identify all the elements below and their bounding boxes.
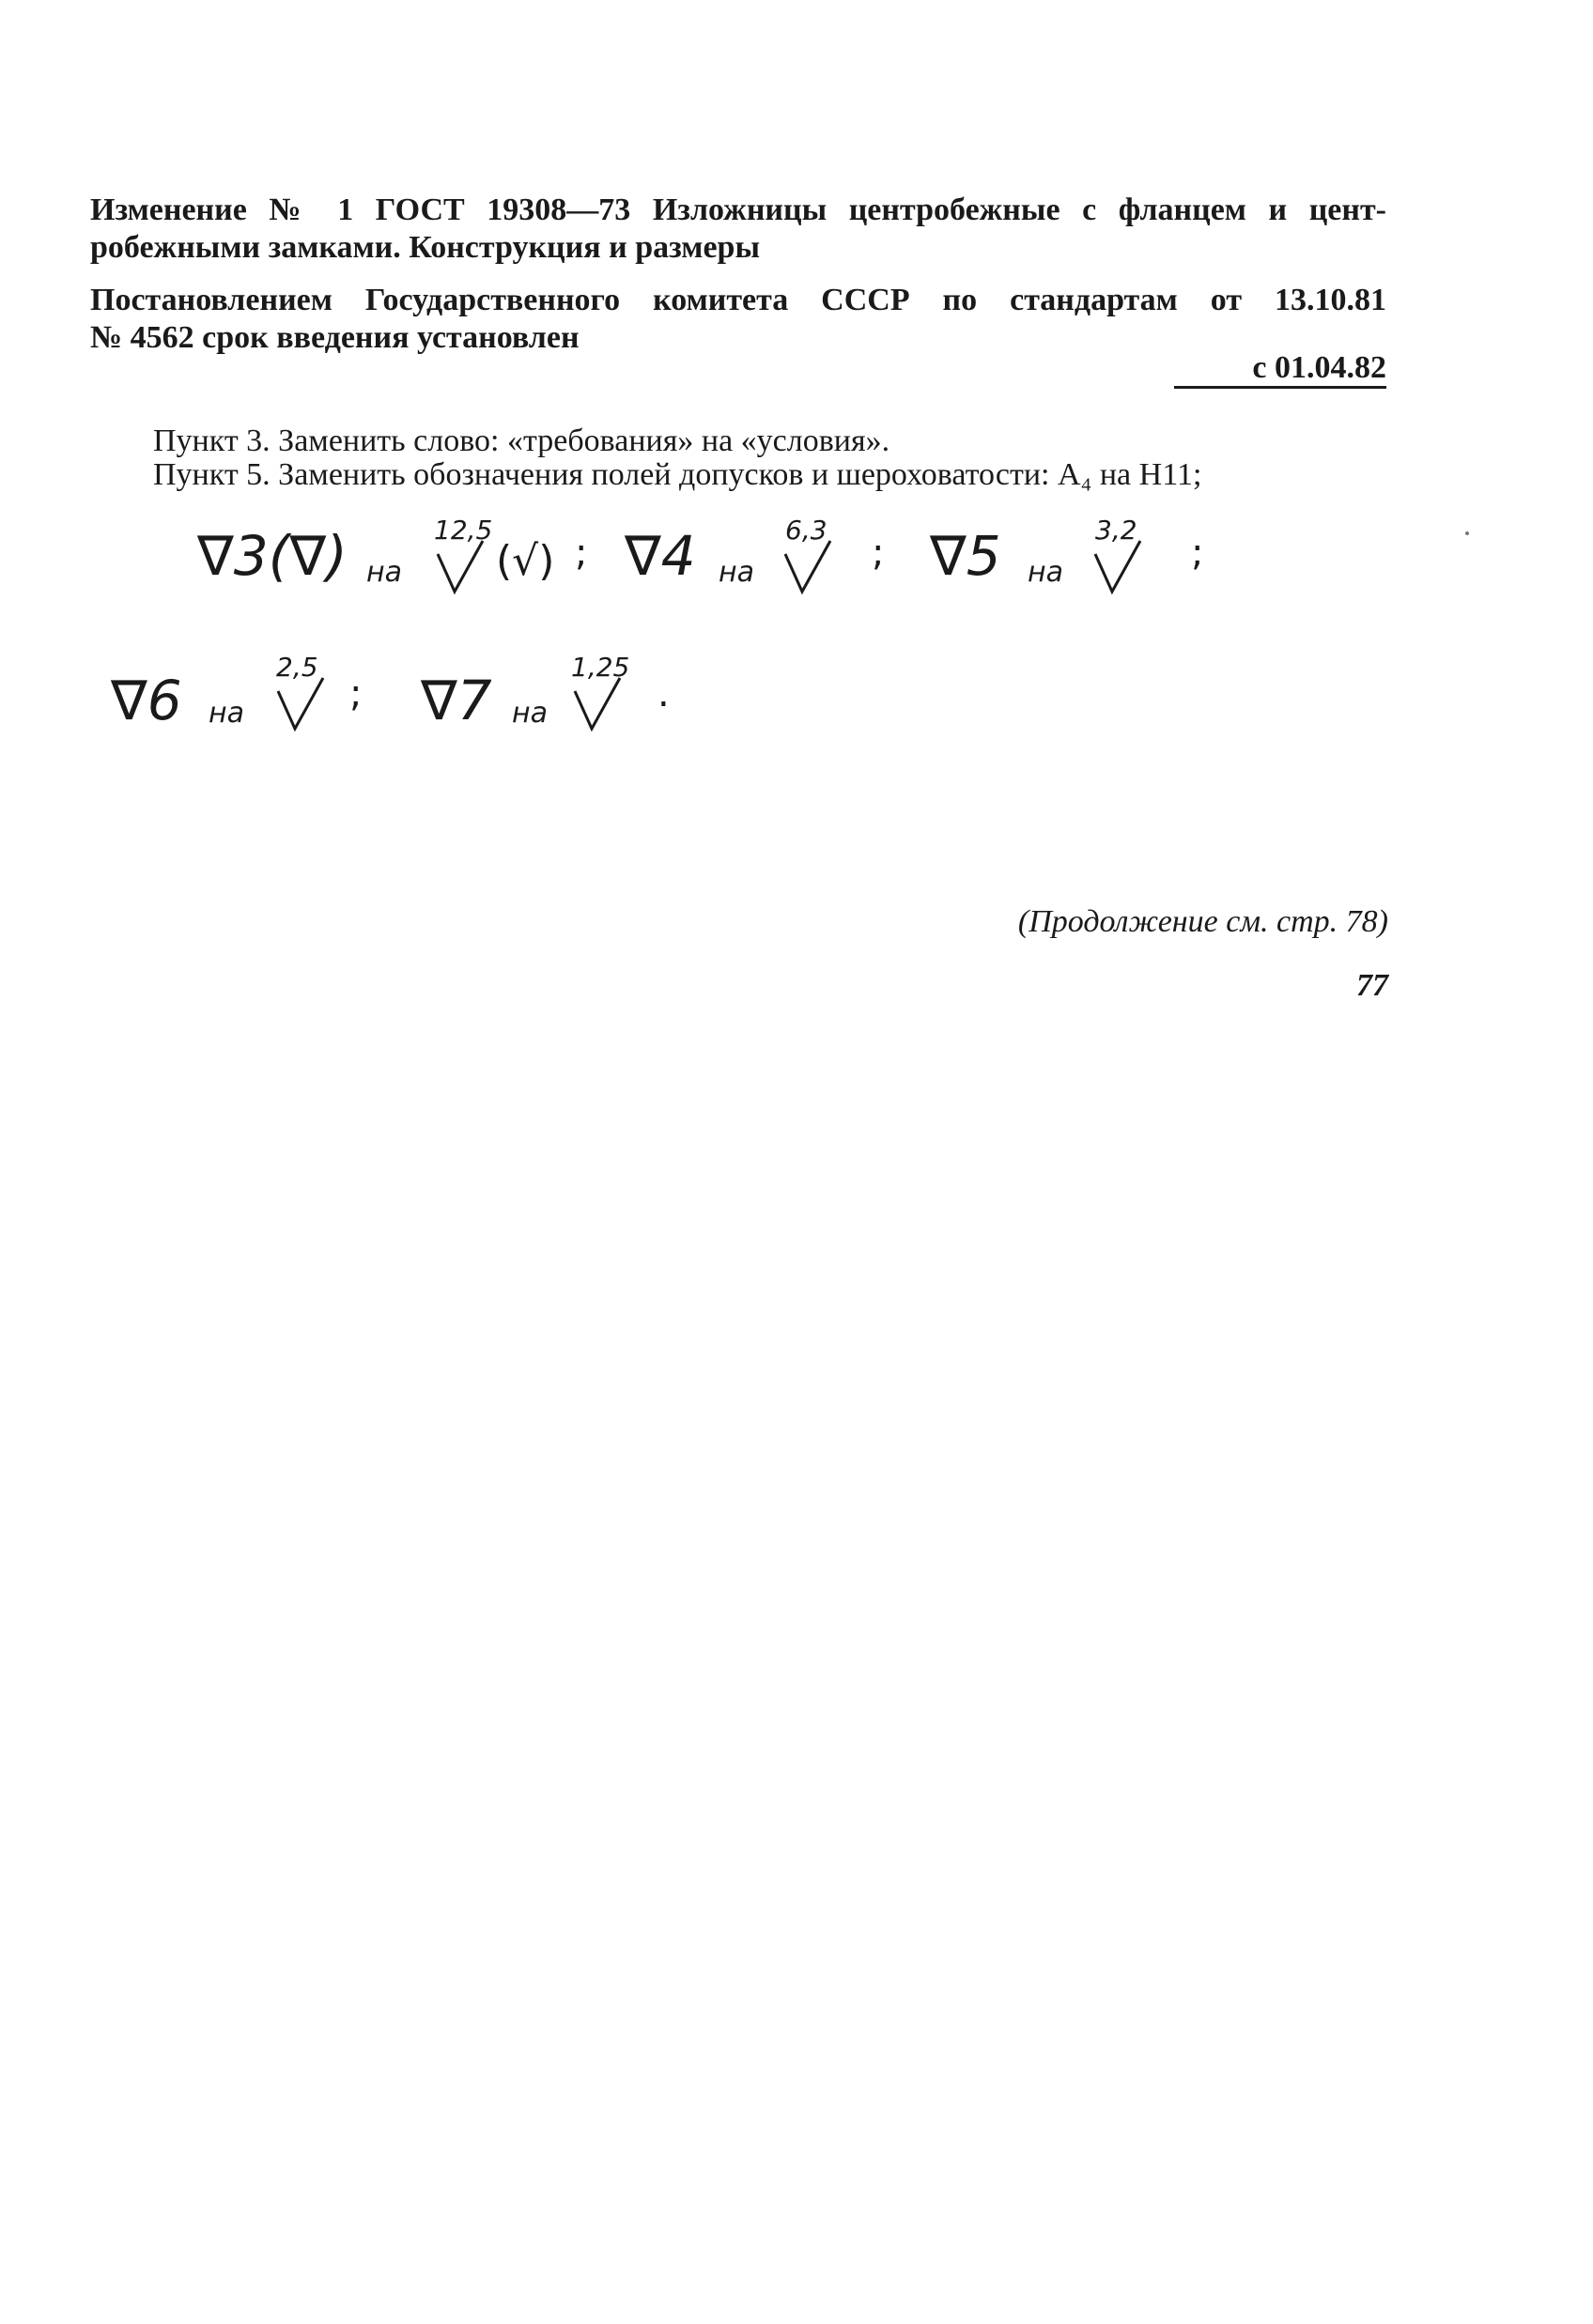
roughness-sign	[1090, 515, 1174, 599]
old-roughness-symbol: ∇5	[930, 524, 1001, 588]
date-underline	[1174, 386, 1386, 389]
old-roughness-symbol: ∇7	[421, 669, 492, 732]
replacement-word: на	[209, 697, 244, 730]
replacement-word: на	[719, 556, 754, 589]
decree-line-2: № 4562 срок введения установлен	[90, 320, 580, 355]
roughness-value: 2,5	[276, 652, 318, 683]
roughness-sign	[272, 652, 357, 736]
decree-statement	[90, 282, 1386, 357]
roughness-value: 6,3	[785, 515, 827, 546]
check-mark-icon	[1090, 515, 1174, 599]
old-roughness-symbol: ∇6	[111, 669, 182, 732]
change-title	[90, 192, 1386, 267]
roughness-value: 1,25	[571, 652, 630, 683]
separator: ;	[872, 531, 885, 575]
separator: .	[657, 672, 670, 716]
roughness-suffix: (√)	[496, 537, 555, 585]
continuation-note: (Продолжение см. стр. 78)	[1017, 904, 1388, 939]
separator: ;	[1191, 531, 1204, 575]
separator: ;	[575, 531, 588, 575]
replacement-word: на	[366, 556, 402, 589]
item-5-text: Пункт 5. Заменить обозначения полей допусков и шероховатости: A₄ на H11;	[153, 457, 1202, 492]
roughness-sign	[569, 652, 654, 736]
page-number: 77	[1356, 968, 1388, 1003]
check-mark-icon	[569, 652, 654, 736]
old-roughness-symbol: ∇3(∇)	[197, 524, 348, 588]
change-title-line-2: робежными замками. Конструкция и размеры	[90, 230, 761, 265]
check-mark-icon	[780, 515, 864, 599]
item-3-text: Пункт 3. Заменить слово: «требования» на «условия».	[153, 423, 890, 458]
decree-line-1: Постановлением Государственного комитета СССР по стандартам от 13.10.81	[90, 283, 1386, 317]
change-title-line-1: Изменение № 1 ГОСТ 19308—73 Изложницы центробежные с фланцем и цент-	[90, 192, 1386, 227]
roughness-value: 3,2	[1095, 515, 1137, 546]
check-mark-icon	[272, 652, 357, 736]
separator: ;	[349, 672, 363, 716]
replacement-word: на	[1028, 556, 1063, 589]
old-roughness-symbol: ∇4	[625, 524, 696, 588]
roughness-value: 12,5	[434, 515, 493, 546]
replacement-word: на	[512, 697, 548, 730]
scan-speck	[1465, 531, 1469, 535]
effective-date: с 01.04.82	[1252, 350, 1386, 385]
roughness-sign	[780, 515, 864, 599]
